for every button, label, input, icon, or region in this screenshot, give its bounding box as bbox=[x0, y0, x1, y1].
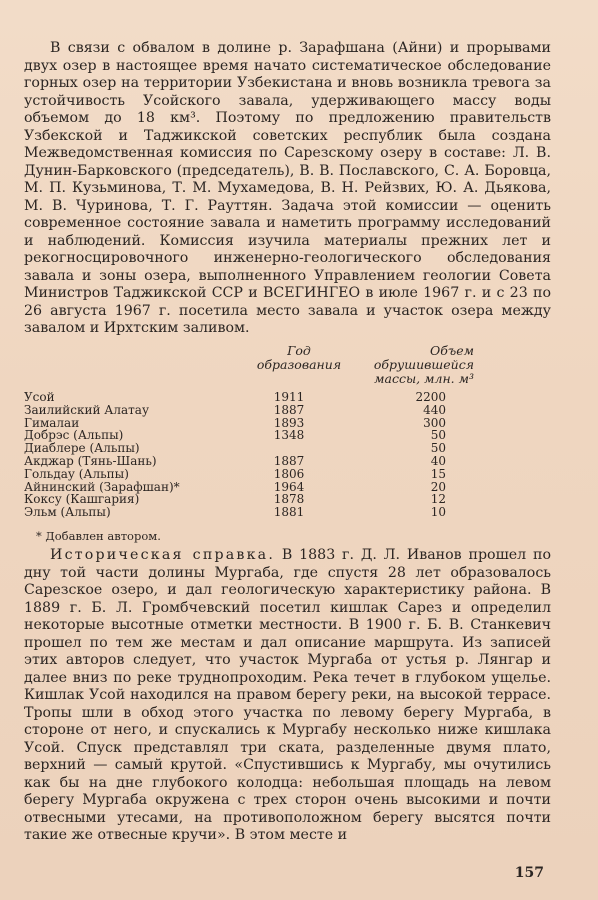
cell-volume: 15 bbox=[430, 466, 446, 481]
cell-name: Заилийский Алатау bbox=[24, 402, 149, 417]
paragraph-body: В 1883 г. Д. Л. Иванов прошел по дну той части долины Мургаба, где спустя 28 лет образовалось Сарезское озеро, и дал геологическую характеристику района. В 1889 г. Б. Л. Громбчевский посетил кишлак Сарез и определил некоторые высотные отметки местности. В 1900 г. Б. В. Станкевич прошел по тем же местам и дал описание маршрута. Из записей этих авторов следует, что участок Мургаба от устья р. Лянгар и далее вниз по реке труднопроходим. Река течет в глубоком ущелье. Кишлак Усой находился на правом берегу реки, на высокой террасе. Тропы шли в обход этого участка по левому берегу Мургаба, в стороне от него, и спускались к Мургабу несколько ниже кишлака Усой. Спуск представлял три ската, разделенные двумя плато, верхний — самый крутой. «Спустившись к Мургабу, мы очутились как бы на дне глубокого колодца: небольшая площадь на левом берегу Мургаба окружена с трех сторон очень высокими и почти отвесными утесами, на противоположном берегу высятся почти такие же отвесные кручи». В этом месте и bbox=[24, 547, 551, 843]
cell-volume: 12 bbox=[430, 492, 446, 507]
cell-volume: 10 bbox=[430, 505, 446, 520]
paragraph-historical-note bbox=[24, 547, 551, 845]
table-row bbox=[24, 404, 584, 417]
cell-year: 1887 bbox=[273, 402, 305, 417]
cell-volume: 40 bbox=[430, 453, 446, 468]
cell-name: Коксу (Кашгария) bbox=[24, 492, 140, 507]
table-row bbox=[24, 468, 584, 481]
cell-year: 1806 bbox=[273, 466, 305, 481]
cell-name: Гольдау (Альпы) bbox=[24, 466, 129, 481]
page-number: 157 bbox=[514, 865, 544, 881]
cell-name: Диаблере (Альпы) bbox=[24, 441, 140, 456]
cell-volume: 2200 bbox=[415, 390, 446, 404]
cell-volume: 440 bbox=[423, 402, 446, 417]
cell-volume: 50 bbox=[430, 428, 446, 443]
cell-volume: 50 bbox=[430, 441, 446, 456]
cell-name: Айнинский (Зарафшан)* bbox=[24, 479, 180, 494]
cell-name: Акджар (Тянь-Шань) bbox=[24, 453, 157, 468]
paragraph-commission: В связи с обвалом в долине р. Зарафшана (Айни) и прорывами двух озер в настоящее время начато систематическое обследование горных озер на территории Узбекистана и вновь возникла тревога за устойчивость Усойского завала, удерживающего массу воды объемом до 18 км³. Поэтому по предложению правительств Узбекской и Таджикской советских республик была создана Межведомственная комиссия по Сарезскому озеру в составе: Л. В. Дунин-Барковского (председатель), В. В. Пославского, С. А. Боровца, М. П. Кузьминова, Т. М. Мухамедова, В. Н. Рейзвих, Ю. А. Дьякова, М. В. Чуринова, Т. Г. Рауттян. Задача этой комиссии — оценить современное состояние завала и наметить программу исследований и наблюдений. Комиссия изучила материалы прежних лет и рекогносцировочного инженерно-геологического обследования завала и зоны озера, выполненного Управлением геологии Совета Министров Таджикской ССР и ВСЕГИНГЕО в июле 1967 г. и с 23 по 26 августа 1967 г. посетила место завала и участок озера между завалом и Ирхтским заливом. bbox=[24, 40, 551, 336]
cell-name: Гималаи bbox=[24, 415, 80, 430]
table-row bbox=[24, 506, 584, 519]
cell-year: 1348 bbox=[273, 428, 305, 443]
cell-volume: 300 bbox=[423, 415, 446, 430]
cell-year: 1911 bbox=[273, 390, 305, 404]
table-row bbox=[24, 455, 584, 468]
section-lead: Историческая справка. bbox=[50, 547, 276, 563]
cell-name: Усой bbox=[24, 390, 55, 404]
cell-year: 1893 bbox=[273, 415, 305, 430]
cell-year: 1881 bbox=[273, 505, 305, 520]
cell-year: 1887 bbox=[273, 453, 305, 468]
table-footnote: * Добавлен автором. bbox=[36, 529, 161, 543]
cell-year: 1964 bbox=[273, 479, 305, 494]
column-header-volume: Объем обрушившейся массы, млн. м³ bbox=[373, 343, 474, 386]
table-body bbox=[24, 391, 584, 519]
table-row bbox=[24, 391, 584, 404]
cell-year: 1878 bbox=[273, 492, 305, 507]
cell-volume: 20 bbox=[430, 479, 446, 494]
column-header-year: Год образования bbox=[256, 343, 342, 372]
cell-name: Добрэс (Альпы) bbox=[24, 428, 124, 443]
cell-name: Эльм (Альпы) bbox=[24, 505, 111, 520]
